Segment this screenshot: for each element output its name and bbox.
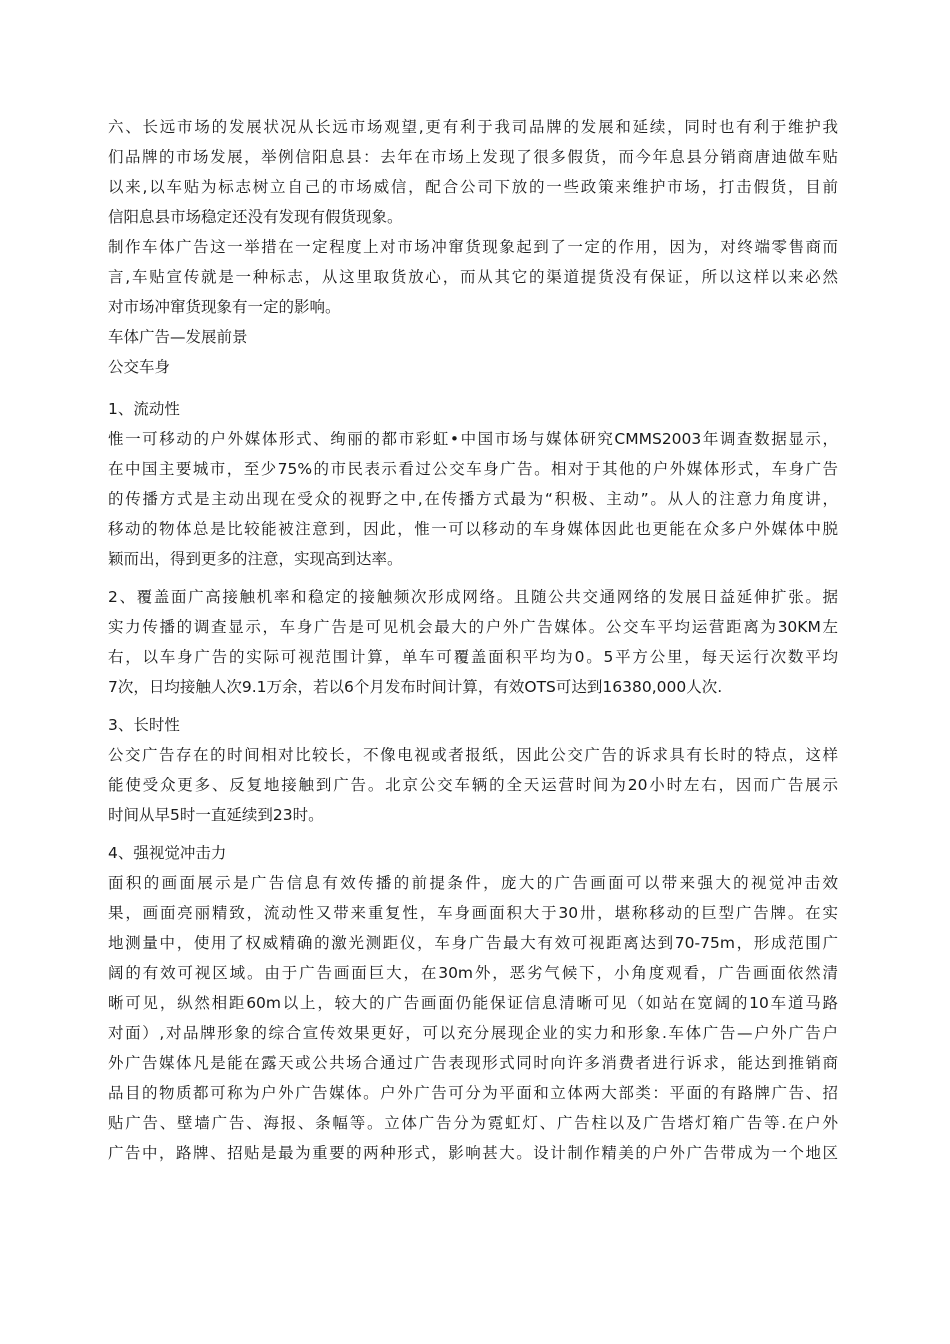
heading-ad-prospect: 车体广告—发展前景	[108, 328, 248, 346]
text-line: 颖而出，得到更多的注意，实现高到达率。	[108, 550, 403, 568]
paragraph-mobility	[108, 424, 838, 574]
paragraph-duration	[108, 740, 838, 830]
heading-coverage: 2、覆盖面广高接触机率和稳定的接触频次形成网络。且随公共交通网络的发展日益延伸扩张。据	[108, 588, 838, 606]
paragraph-long-term-market	[108, 112, 838, 232]
text-line: 广告中，路牌、招贴是最为重要的两种形式，影响甚大。设计制作精美的户外广告带成为一个地区	[108, 1144, 838, 1162]
document-page	[108, 112, 838, 1168]
text-line: 公交广告存在的时间相对比较长，不像电视或者报纸，因此公交广告的诉求具有长时的特点，这样	[108, 746, 838, 764]
text-line: 信阳息县市场稳定还没有发现有假货现象。	[108, 208, 403, 226]
text-line: 实力传播的调查显示，车身广告是可见机会最大的户外广告媒体。公交车平均运营距离为30KM左	[108, 618, 838, 636]
heading-bus-body: 公交车身	[108, 358, 171, 376]
text-line: 外广告媒体凡是能在露天或公共场合通过广告表现形式同时向许多消费者进行诉求，能达到推销商	[108, 1054, 838, 1072]
text-line: 对市场冲窜货现象有一定的影响。	[108, 298, 341, 316]
text-line: 们品牌的市场发展，举例信阳息县：去年在市场上发现了很多假货，而今年息县分销商唐迪做车贴	[108, 148, 838, 166]
text-line: 晰可见，纵然相距60m以上，较大的广告画面仍能保证信息清晰可见（如站在宽阔的10车道马路	[108, 994, 838, 1012]
text-line: 的传播方式是主动出现在受众的视野之中,在传播方式最为“积极、主动”。从人的注意力角度讲，	[108, 490, 838, 508]
text-line: 惟一可移动的户外媒体形式、绚丽的都市彩虹•中国市场与媒体研究CMMS2003年调查数据显示，	[108, 430, 838, 448]
text-line: 制作车体广告这一举措在一定程度上对市场冲窜货现象起到了一定的作用，因为，对终端零售商而	[108, 238, 838, 256]
paragraph-visual-impact	[108, 868, 838, 1168]
text-line: 对面）,对品牌形象的综合宣传效果更好，可以充分展现企业的实力和形象.车体广告—户外广告户	[108, 1024, 838, 1042]
text-line: 7次，日均接触人次9.1万余，若以6个月发布时间计算，有效OTS可达到16380,000人次.	[108, 678, 723, 696]
text-line: 贴广告、壁墙广告、海报、条幅等。立体广告分为霓虹灯、广告柱以及广告塔灯箱广告等.在户外	[108, 1114, 838, 1132]
text-line: 言,车贴宣传就是一种标志，从这里取货放心，而从其它的渠道提货没有保证，所以这样以来必然	[108, 268, 838, 286]
text-line: 地测量中，使用了权威精确的激光测距仪，车身广告最大有效可视距离达到70-75m，形成范围广	[108, 934, 838, 952]
text-line: 面积的画面展示是广告信息有效传播的前提条件，庞大的广告画面可以带来强大的视觉冲击效	[108, 874, 838, 892]
heading-mobility: 1、流动性	[108, 400, 180, 418]
text-line: 时间从早5时一直延续到23时。	[108, 806, 324, 824]
text-line: 能使受众更多、反复地接触到广告。北京公交车辆的全天运营时间为20小时左右，因而广告展示	[108, 776, 838, 794]
text-line: 果，画面亮丽精致，流动性又带来重复性，车身画面积大于30卅，堪称移动的巨型广告牌。在实	[108, 904, 838, 922]
text-line: 六、长远市场的发展状况从长远市场观望,更有利于我司品牌的发展和延续，同时也有利于维护我	[108, 118, 838, 136]
paragraph-coverage	[108, 582, 838, 702]
heading-duration: 3、长时性	[108, 716, 180, 734]
heading-visual-impact: 4、强视觉冲击力	[108, 844, 227, 862]
text-line: 以来,以车贴为标志树立自己的市场威信，配合公司下放的一些政策来维护市场，打击假货，目前	[108, 178, 838, 196]
text-line: 在中国主要城市，至少75%的市民表示看过公交车身广告。相对于其他的户外媒体形式，车身广告	[108, 460, 838, 478]
text-line: 右，以车身广告的实际可视范围计算，单车可覆盖面积平均为0。5平方公里，每天运行次数平均	[108, 648, 838, 666]
paragraph-vehicle-ad-effect	[108, 232, 838, 322]
text-line: 移动的物体总是比较能被注意到，因此，惟一可以移动的车身媒体因此也更能在众多户外媒体中脱	[108, 520, 838, 538]
text-line: 品目的物质都可称为户外广告媒体。户外广告可分为平面和立体两大部类：平面的有路牌广告、招	[108, 1084, 838, 1102]
text-line: 阔的有效可视区域。由于广告画面巨大，在30m外，恶劣气候下，小角度观看，广告画面依然清	[108, 964, 838, 982]
